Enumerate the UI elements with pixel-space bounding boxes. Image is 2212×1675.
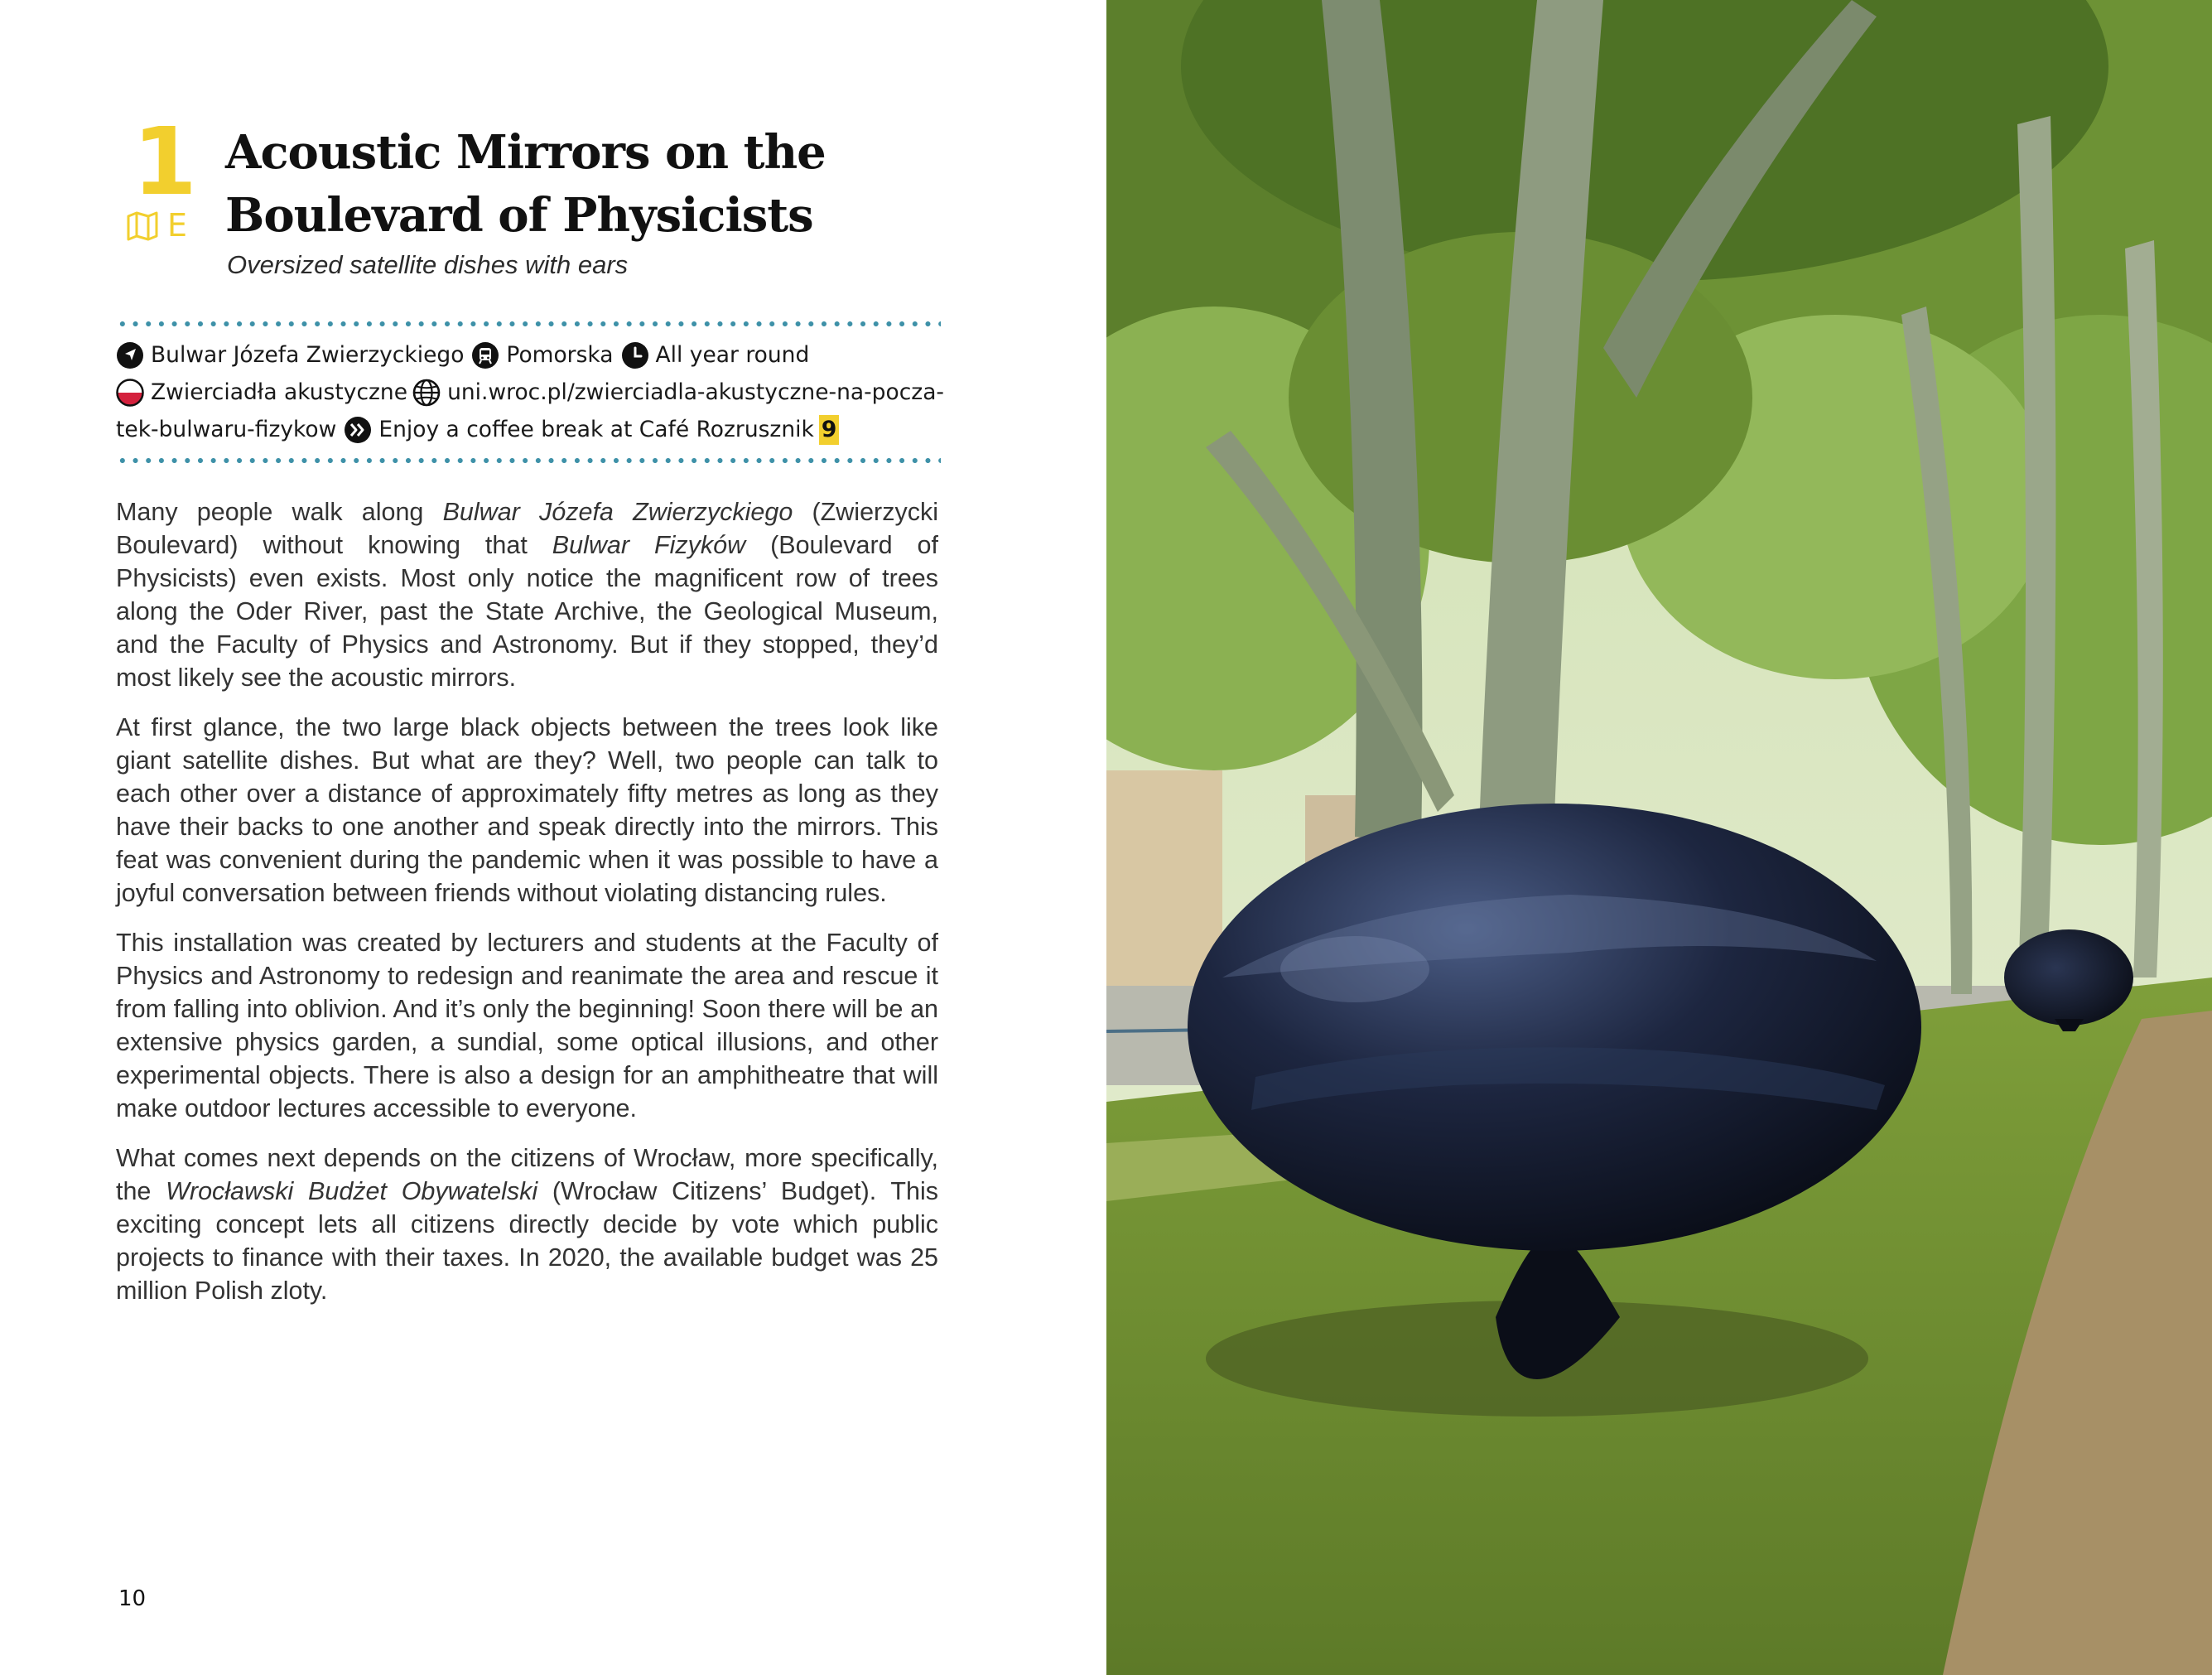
paragraph-1-italic-b: Bulwar Fizyków bbox=[552, 531, 746, 559]
paragraph-4-text-a: What comes next depends on the citizens of Wrocław, more specifically, the bbox=[116, 1144, 938, 1205]
page-number: 10 bbox=[118, 1586, 147, 1611]
info-website-link-continued[interactable]: tek-bulwaru-fizykow bbox=[116, 417, 337, 442]
info-line-3 bbox=[116, 411, 944, 448]
paragraph-1-italic-a: Bulwar Józefa Zwierzyckiego bbox=[442, 498, 793, 526]
body-text bbox=[116, 495, 938, 1324]
tip-reference-badge: 9 bbox=[819, 415, 839, 445]
map-grid-letter: E bbox=[167, 207, 188, 244]
info-address: Bulwar Józefa Zwierzyckiego bbox=[151, 342, 465, 368]
info-tram-stop: Pomorska bbox=[506, 342, 614, 368]
double-chevron-icon bbox=[344, 416, 372, 444]
dotted-divider-top bbox=[116, 321, 941, 326]
clock-icon bbox=[621, 341, 649, 369]
paragraph-4 bbox=[116, 1142, 938, 1307]
tram-icon bbox=[471, 341, 499, 369]
info-line-2 bbox=[116, 374, 944, 411]
polish-flag-icon bbox=[116, 379, 144, 407]
photo-illustration bbox=[1106, 0, 2212, 1675]
info-line-1 bbox=[116, 336, 944, 374]
info-box bbox=[116, 336, 944, 448]
title-line-2: Boulevard of Physicists bbox=[225, 188, 813, 243]
info-website-link[interactable]: uni.wroc.pl/zwierciadla-akustyczne-na-pocza- bbox=[447, 379, 944, 405]
info-polish-name: Zwierciadła akustyczne bbox=[151, 379, 408, 405]
paragraph-1 bbox=[116, 495, 938, 694]
info-tip: Enjoy a coffee break at Café Rozrusznik bbox=[378, 417, 814, 442]
paragraph-3: This installation was created by lecturers and students at the Faculty of Physics and Astronomy to redesign and reanimate the area and rescue it from falling into oblivion. And it’s only the beginning! Soon there will be an extensive physics garden, a sundial, some optical illusions, and other experimental objects. There is also a design for an amphitheatre that will make outdoor lectures accessible to everyone. bbox=[116, 929, 938, 1122]
paragraph-1-text-b: (Zwierzycki Boulevard) without knowing that bbox=[116, 498, 938, 559]
paragraph-1-text-a: Many people walk along bbox=[116, 498, 443, 526]
paragraph-2: At first glance, the two large black objects between the trees look like giant satellite dishes. But what are they? Well, two people can talk to each other over a distance of approximately fifty metres as long as they have their backs to one another and speak directly into the mirrors. This feat was convenient during the pandemic when it was possible to have a joyful conversation between friends without violating distancing rules. bbox=[116, 713, 938, 907]
map-reference bbox=[126, 209, 187, 242]
left-page bbox=[0, 0, 1105, 1675]
paragraph-4-text-b: (Wrocław Citizens’ Budget). This exciting concept lets all citizens directly decide by vote which public projects to finance with their taxes. In 2020, the available budget was 25 million Polish zloty. bbox=[116, 1177, 939, 1305]
page-title bbox=[225, 121, 971, 247]
location-icon bbox=[116, 341, 144, 369]
entry-number: 1 bbox=[133, 109, 197, 216]
photo-acoustic-mirror bbox=[1106, 0, 2212, 1675]
map-icon bbox=[126, 210, 159, 241]
globe-icon bbox=[412, 379, 441, 407]
title-line-1: Acoustic Mirrors on the bbox=[225, 125, 826, 180]
dotted-divider-bottom bbox=[116, 458, 941, 463]
paragraph-4-italic: Wrocławski Budżet Obywatelski bbox=[166, 1177, 538, 1205]
subtitle: Oversized satellite dishes with ears bbox=[227, 250, 629, 279]
info-hours: All year round bbox=[655, 342, 810, 368]
paragraph-1-text-c: (Boulevard of Physicists) even exists. Most only notice the magnificent row of trees along the Oder River, past the State Archive, the Geological Museum, and the Faculty of Physics and Astronomy. But if they stopped, they’d most likely see the acoustic mirrors. bbox=[116, 531, 938, 692]
